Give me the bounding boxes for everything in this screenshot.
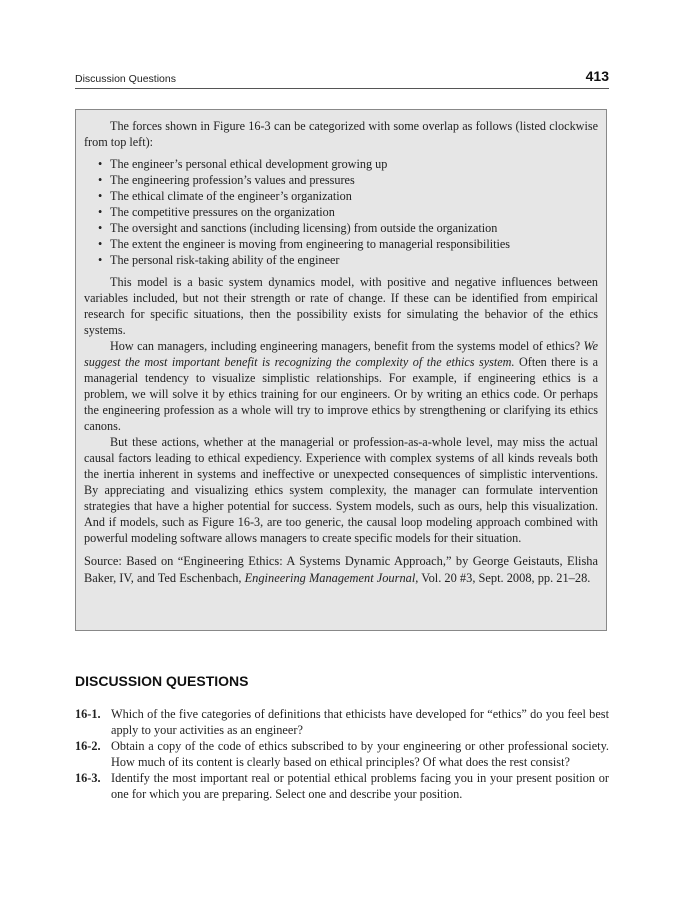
question-item bbox=[75, 770, 609, 802]
question-text: Which of the five categories of definitions that ethicists have developed for “ethics” do you feel best apply to your activities as an engineer? bbox=[111, 707, 609, 737]
bullet-icon: • bbox=[98, 237, 103, 251]
question-number: 16-3. bbox=[75, 771, 101, 785]
list-item: • The extent the engineer is moving from engineering to managerial responsibilities bbox=[98, 237, 511, 251]
section-heading: DISCUSSION QUESTIONS bbox=[75, 673, 249, 689]
question-item bbox=[75, 738, 609, 770]
source-citation: Source: Based on “Engineering Ethics: A Systems Dynamic Approach,” by George Geistauts, Elisha Baker, IV, and Ted Eschenbach, Engineering Management Journal, Vol. 20 #3, Sept. 2008, pp. 21–28. bbox=[84, 554, 598, 585]
bullet-icon: • bbox=[98, 253, 103, 267]
box-paragraph-1: This model is a basic system dynamics model, with positive and negative influences between variables included, but not their strength or rate of change. If these can be identified from empirical research for specific situations, then the possibility exists for simulating the behavior of the ethics systems. bbox=[84, 275, 598, 337]
list-item: • The competitive pressures on the organization bbox=[98, 205, 335, 219]
question-text: Obtain a copy of the code of ethics subscribed to by your engineering or other professional society. How much of its content is clearly based on ethical principles? Of what does the rest consist? bbox=[111, 739, 609, 769]
page-number: 413 bbox=[585, 68, 609, 84]
question-item bbox=[75, 706, 609, 738]
box-paragraph-2: How can managers, including engineering managers, benefit from the systems model of ethics? We suggest the most important benefit is recognizing the complexity of the ethics system. Often there is a managerial tendency to visualize simplistic relationships. For example, if engineering ethics is a problem, we will solve it by ethics training for our engineers. Or by writing an ethics code. Or perhaps the engineering profession as a whole will try to improve ethics by strengthening or clarifying its ethics canons. bbox=[84, 339, 598, 433]
list-item: • The personal risk-taking ability of the engineer bbox=[98, 253, 340, 267]
bullet-icon: • bbox=[98, 205, 103, 219]
bullet-icon: • bbox=[98, 157, 103, 171]
question-number: 16-2. bbox=[75, 739, 101, 753]
bullet-icon: • bbox=[98, 189, 103, 203]
list-item: • The engineering profession’s values and pressures bbox=[98, 173, 355, 187]
list-item: • The oversight and sanctions (including licensing) from outside the organization bbox=[98, 221, 498, 235]
list-item: • The ethical climate of the engineer’s organization bbox=[98, 189, 352, 203]
list-item: • The engineer’s personal ethical development growing up bbox=[98, 157, 388, 171]
forces-list bbox=[84, 156, 598, 268]
questions-list bbox=[75, 706, 609, 802]
journal-title: Engineering Management Journal bbox=[244, 571, 416, 585]
box-paragraph-3: But these actions, whether at the managerial or profession-as-a-whole level, may miss the actual causal factors leading to ethical expediency. Experience with complex systems of all kinds reveals both the inertia inherent in systems and ineffective or unexpected consequences of simplistic interventions. By appreciating and visualizing ethics system complexity, the manager can formulate intervention strategies that have a higher potential for success. System models, such as ours, help this visualization. And if models, such as Figure 16-3, are too generic, the causal loop modeling approach combined with powerful modeling software allows managers to create specific models for their situation. bbox=[84, 435, 598, 545]
running-head bbox=[75, 68, 609, 89]
question-text: Identify the most important real or potential ethical problems facing you in your present position or one for which you are preparing. Select one and describe your position. bbox=[111, 771, 609, 801]
box-intro: The forces shown in Figure 16-3 can be categorized with some overlap as follows (listed clockwise from top left): bbox=[84, 119, 598, 149]
bullet-icon: • bbox=[98, 221, 103, 235]
question-number: 16-1. bbox=[75, 707, 101, 721]
sidebar-box bbox=[75, 109, 607, 631]
emphasis-text: We suggest the most important benefit is recognizing the complexity of the ethics system. bbox=[84, 339, 598, 369]
bullet-icon: • bbox=[98, 173, 103, 187]
running-title: Discussion Questions bbox=[75, 73, 176, 85]
